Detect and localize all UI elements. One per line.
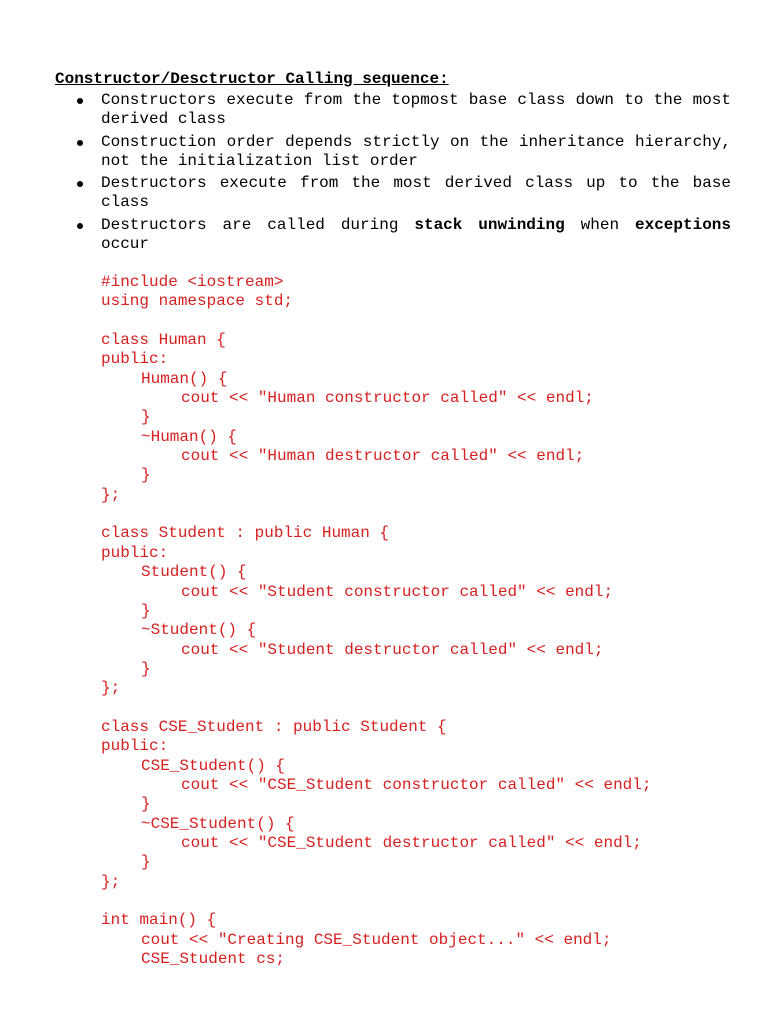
code-line: }; [101, 872, 121, 891]
code-line: int main() { [101, 911, 217, 930]
code-line: } [141, 466, 151, 485]
code-line-blank [101, 892, 651, 911]
code-line: #include <iostream> [101, 273, 284, 291]
code-line: public: [101, 543, 169, 562]
code-line: cout << "Student constructor called" << endl; [181, 582, 614, 601]
bullet-text: Destructors execute from the most derived class up to the base class [101, 174, 731, 212]
bullet-dot-icon [77, 98, 83, 104]
code-line: }; [101, 485, 121, 504]
code-line: cout << "Student destructor called" << endl; [181, 640, 604, 659]
bullet-item [77, 216, 731, 255]
code-line: Student() { [141, 563, 247, 582]
code-line: ~CSE_Student() { [141, 814, 295, 833]
bullet-list [77, 91, 731, 257]
code-line: using namespace std; [101, 292, 294, 311]
bullet-item [77, 174, 731, 213]
bullet-item [77, 91, 731, 130]
code-line: } [141, 659, 151, 678]
code-line-blank [101, 312, 651, 331]
code-line-blank [101, 505, 651, 524]
code-line: class CSE_Student : public Student { [101, 717, 447, 736]
code-line: ~Human() { [141, 427, 238, 446]
bullet-text: Constructors execute from the topmost base class down to the most derived class [101, 91, 731, 129]
code-line: public: [101, 350, 169, 369]
bullet-item [77, 133, 731, 172]
bullet-text-part: Destructors are called during [101, 215, 415, 234]
code-line: } [141, 408, 151, 427]
code-line: } [141, 853, 151, 872]
section-heading: Constructor/Desctructor Calling sequence: [55, 70, 449, 88]
code-line: public: [101, 737, 169, 756]
bullet-dot-icon [77, 223, 83, 229]
code-line-blank [101, 699, 651, 718]
bullet-text-part: occur [101, 235, 150, 254]
bold-term-stack-unwinding: stack unwinding [414, 215, 565, 234]
code-line: class Student : public Human { [101, 524, 390, 543]
code-line: Human() { [141, 369, 228, 388]
code-line: } [141, 795, 151, 814]
code-line: cout << "CSE_Student destructor called" << endl; [181, 833, 642, 852]
code-line: CSE_Student() { [141, 756, 286, 775]
code-line: } [141, 601, 151, 620]
code-line: cout << "Creating CSE_Student object..." << endl; [141, 930, 612, 949]
bold-term-exceptions: exceptions [634, 215, 731, 234]
code-line: CSE_Student cs; [141, 950, 286, 969]
bullet-text-part: when [564, 215, 635, 234]
bullet-dot-icon [77, 181, 83, 187]
code-line: cout << "Human destructor called" << endl; [181, 447, 585, 466]
code-line: class Human { [101, 331, 226, 350]
code-line: ~Student() { [141, 621, 257, 640]
code-line: }; [101, 679, 121, 698]
code-block [101, 273, 651, 969]
bullet-dot-icon [77, 140, 83, 146]
code-line: cout << "Human constructor called" << endl; [181, 389, 594, 408]
bullet-text: Construction order depends strictly on the inheritance hierarchy, not the initialization list order [101, 132, 731, 170]
code-line: cout << "CSE_Student constructor called" << endl; [181, 775, 652, 794]
bullet-text [101, 216, 731, 253]
